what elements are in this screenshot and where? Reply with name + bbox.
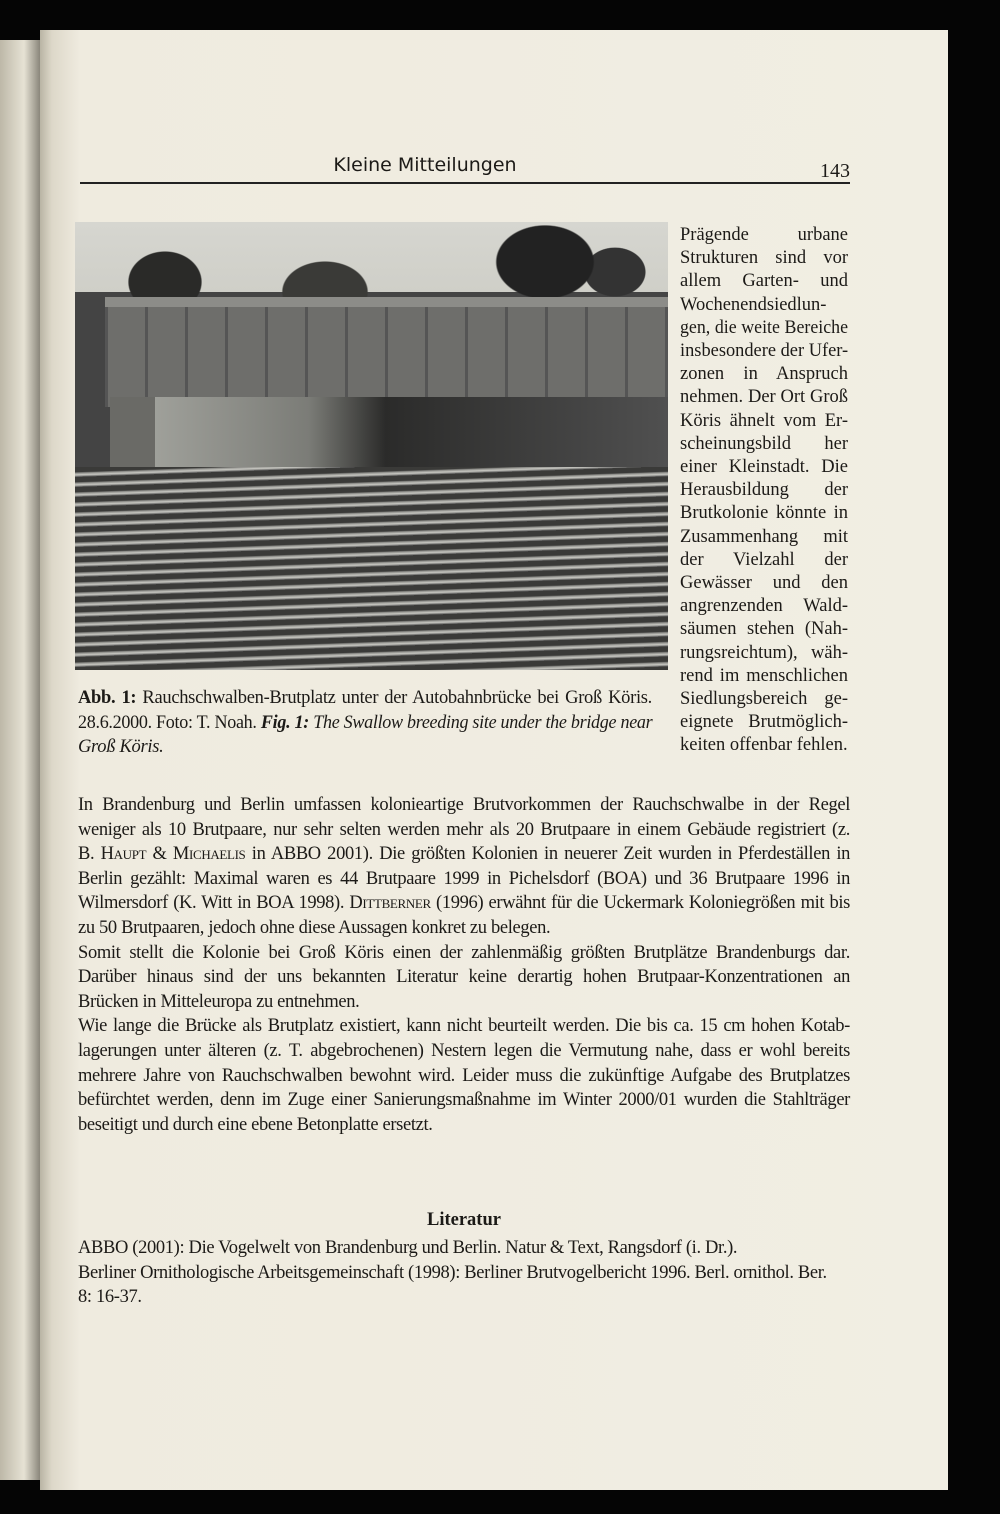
text-line: zu 50 Brutpaaren, jedoch ohne diese Aussagen konkret zu belegen. [78,917,551,938]
figure-caption [78,686,652,760]
text-line: Wilmersdorf (K. Witt in BOA 1998). Dittberner (1996) erwähnt für die Uckermark Koloniegrößen mit bis [78,893,851,914]
caption-english: Groß Köris. [78,737,164,757]
bridge-photo [75,222,668,670]
text-line: Darüber hinaus sind der uns bekannten Literatur keine derartig hohen Brutpaar-Konzentrationen an [78,967,850,988]
text-line: B. Haupt & Michaelis in ABBO 2001). Die größten Kolonien in neuerer Zeit wurden in Pferdeställen in [78,844,851,865]
side-column-line: Prägende urbane [680,225,848,245]
side-column-line: zonen in Anspruch [680,364,848,385]
photo-water [75,467,668,670]
text-line: Berlin gezählt: Maximal waren es 44 Brutpaare 1999 in Pichelsdorf (BOA) und 36 Brutpaare 1996 in [78,868,850,889]
side-column-line: rungsreichtum), wäh- [680,642,848,663]
side-column-line: Zusammenhang mit [680,526,848,547]
side-column-line: Köris ähnelt vom Er- [680,410,848,431]
side-column-line: nehmen. Der Ort Groß [680,387,848,408]
text-line: mehrere Jahre von Rauchschwalben bewohnt wird. Leider muss die zukünftige Aufgabe des Brutplatzes [78,1065,850,1086]
text-line: Brücken in Mitteleuropa zu entnehmen. [78,991,360,1012]
reference-item: 8: 16-37. [78,1287,142,1308]
side-column-line: rend im menschlichen [680,665,848,686]
photo-bridge-deck [105,297,668,407]
reference-item: Berliner Ornithologische Arbeitsgemeinschaft (1998): Berliner Brutvogelbericht 1996. Berl. ornithol. Ber. [78,1262,827,1283]
side-column-line: keiten offenbar fehlen. [680,735,848,756]
side-column-line: Siedlungsbereich ge- [680,689,848,710]
side-column-line: säumen stehen (Nah- [680,619,848,640]
side-column-line: Wochenendsiedlun- [680,294,827,315]
caption-line: 28.6.2000. Foto: T. Noah. [78,712,257,733]
text-line: befürchtet werden, denn im Zuge einer Sanierungsmaßnahme im Winter 2000/01 wurden die Stahlträger [78,1090,850,1111]
side-column-line: einer Kleinstadt. Die [680,457,848,478]
side-column-line: Herausbildung der [680,480,848,501]
side-column-line: Gewässer und den [680,573,848,594]
text-line: In Brandenburg und Berlin umfassen kolonieartige Brutvorkommen der Rauchschwalbe in der Regel [78,795,850,815]
author-name: Dittberner [349,893,431,914]
side-column-line: Strukturen sind vor [680,248,848,269]
fig-label: Fig. 1: [260,712,309,733]
photo-bridge-pier [110,397,155,472]
caption-line: Rauchschwalben-Brutplatz unter der Autobahnbrücke bei Groß Köris. [142,688,653,708]
literature-heading: Literatur [427,1210,501,1230]
text-line: weniger als 10 Brutpaare, nur sehr selten werden mehr als 20 Brutpaare in einem Gebäude registriert (z. [78,819,850,840]
author-name: Haupt & Michaelis [100,844,246,865]
side-column-line: der Vielzahl der [680,549,848,570]
side-column-line: allem Garten- und [680,271,848,292]
text-line: Somit stellt die Kolonie bei Groß Köris einen der zahlenmäßig größten Brutplätze Brandenburgs dar. [78,942,850,963]
caption-english: The Swallow breeding site under the bridge near [313,712,653,733]
running-header [80,150,850,184]
section-title: Kleine Mitteilungen [333,154,517,176]
reference-item: ABBO (2001): Die Vogelwelt von Brandenburg und Berlin. Natur & Text, Rangsdorf (i. Dr.). [78,1238,738,1258]
side-column-line: insbesondere der Ufer- [680,341,849,362]
text-line: lagerungen unter älteren (z. T. abgebrochenen) Nestern legen die Vermutung nahe, dass er wohl bereits [78,1040,850,1061]
side-column-line: scheinungsbild her [680,433,848,454]
photo-under-bridge [155,397,668,472]
text-line: Wie lange die Brücke als Brutplatz existiert, kann nicht beurteilt werden. Die bis ca. 15 cm hohen Kotab- [78,1016,850,1037]
previous-page-edge [0,40,40,1480]
side-column-line: angrenzenden Wald- [680,596,848,617]
side-column-text [680,224,848,758]
side-column-line: Brutkolonie könnte in [680,503,848,524]
page-number: 143 [820,160,850,182]
side-column-line: gen, die weite Bereiche [680,317,848,338]
reference-list [78,1236,850,1310]
body-text [78,793,850,1137]
caption-label: Abb. 1: [78,688,137,708]
side-column-line: eignete Brutmöglich- [680,712,848,733]
text-line: beseitigt und durch eine ebene Betonplatte ersetzt. [78,1114,433,1135]
